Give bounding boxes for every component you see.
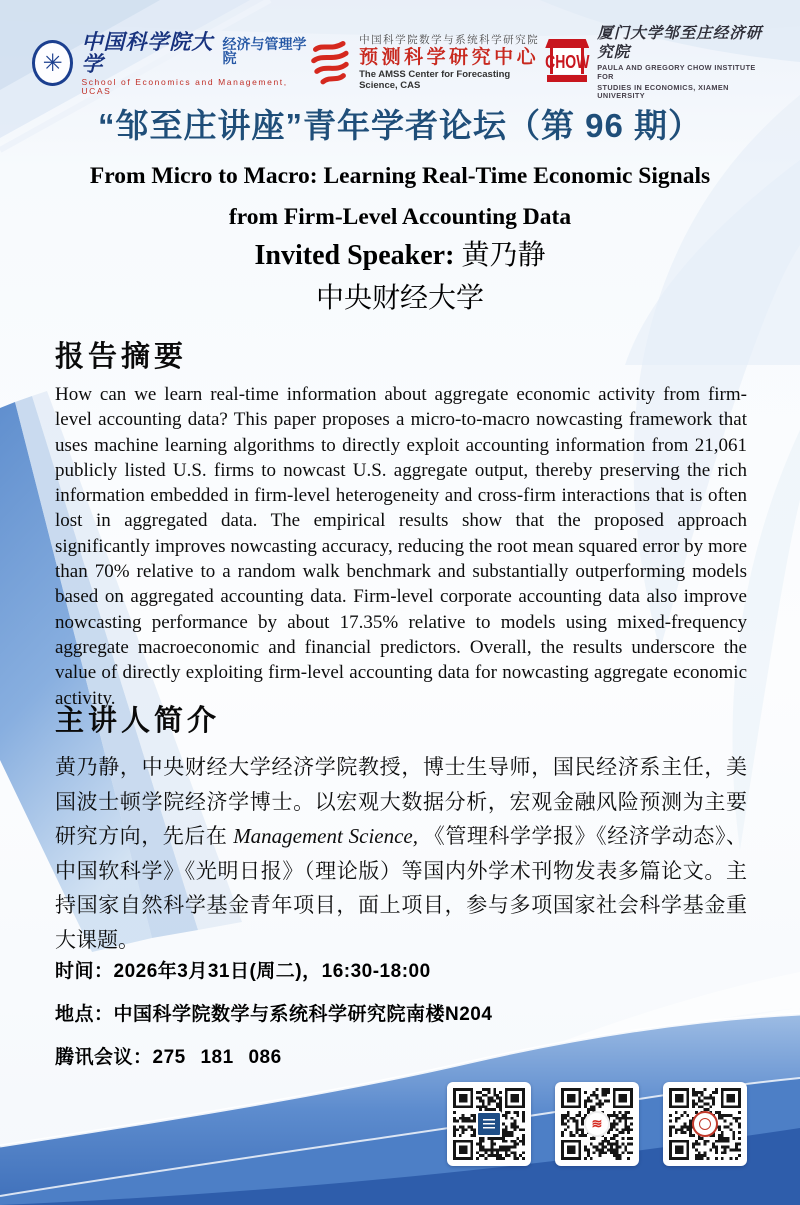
talk-title-line1: From Micro to Macro: Learning Real-Time Economic Signals [89,163,711,189]
chow-org-name-en-1: PAULA AND GREGORY CHOW INSTITUTE FOR [597,63,756,81]
qr-center-logo-blue [476,1111,502,1137]
amss-center-name: 预测科学研究中心 [359,47,540,69]
talk-title [0,156,800,238]
detail-meeting-label: 腾讯会议： [55,1047,153,1068]
detail-time-value: 2026年3月31日(周二)，16:30-18:00 [113,961,431,982]
detail-location-value: 中国科学院数学与系统科学研究院南楼N204 [113,1004,493,1025]
qr-code-ucas [447,1082,531,1166]
ucas-org-name-en: School of Economics and Management, UCAS [81,76,288,96]
qr-code-row [447,1082,747,1166]
detail-time-label: 时间： [55,961,114,982]
speaker-label: Invited Speaker: [254,240,455,271]
speaker-affiliation: 中央财经大学 [315,283,484,314]
bio-text [55,750,747,957]
qr-code-amss [555,1082,639,1166]
abstract-text: How can we learn real-time information about aggregate economic activity from firm-level accounting data? This paper proposes a micro-to-macro nowcasting framework that uses machine learning algorithms to directly exploit accounting information from 21,061 publicly listed U.S. firms to nowcast U.S. aggregate output, thereby preserving the rich information embedded in firm-level heterogeneity and cross-firm interactions that is often lost in aggregated data. The empirical results show that the proposed approach significantly improves nowcasting accuracy, reducing the root mean squared error by more than 70% relative to a random walk benchmark and substantially outperforming models based on aggregated accounting data. Firm-level corporate accounting data also improve nowcasting performance by about 17.35% relative to models using mixed-frequency aggregate macroeconomic and financial predictors. Overall, the results underscore the value of directly exploiting firm-level accounting data for nowcasting aggregate economic activity. [55,384,747,709]
ucas-org-name: 中国科学院大学 [81,29,214,76]
amss-center-name-en: The AMSS Center for Forecasting Science, CAS [359,69,511,91]
bio-text-part1: 黄乃静，中央财经大学经济学院教授，博士生导师，国民经济系主任，美国波士顿学院经济学博士。以宏观大数据分析，宏观金融风险预测为主要研究方向，先后在 [55,755,747,848]
speaker-name: 黄乃静 [461,240,546,271]
qr-center-logo-red-glyph: ≋ [584,1111,610,1137]
logo-chow-institute [545,24,768,101]
bio-heading: 主讲人简介 [55,705,221,737]
bio-text-part2: 《管理科学学报》《经济学动态》、中国软科学》《光明日报》（理论版）等国内外学术刊物发表多篇论文。主持国家自然科学基金青年项目，面上项目，参与多项国家社会科学基金重大课题。 [55,824,748,952]
chow-org-name: 厦门大学邹至庄经济研究院 [597,24,763,61]
logo-ucas-sem [32,30,309,96]
invited-speaker-line [0,233,800,273]
talk-title-line2: from Firm-Level Accounting Data [228,204,572,230]
event-details [55,956,755,1085]
detail-location [55,999,755,1026]
detail-location-label: 地点： [55,1004,114,1025]
chow-gate-icon: CHOW [545,39,589,87]
abstract-heading: 报告摘要 [55,341,188,373]
logo-amss-forecasting [309,30,545,96]
series-title: “邹至庄讲座”青年学者论坛（第 96 期） [97,107,703,144]
qr-center-logo-seal [692,1111,718,1137]
ucas-dept-name: 经济与管理学院 [222,37,307,68]
chow-org-name-en-2: STUDIES IN ECONOMICS, XIAMEN UNIVERSITY [597,82,729,101]
ucas-emblem-icon: ✳ [32,40,73,86]
qr-code-chow [663,1082,747,1166]
header-logo-row [0,24,800,101]
amss-wave-icon [309,40,351,86]
detail-time [55,956,755,983]
detail-meeting [55,1042,755,1069]
bio-journal-italic: Management Science, [233,824,418,848]
detail-meeting-value: 275 181 086 [152,1047,282,1068]
amss-institute-name: 中国科学院数学与系统科学研究院 [359,34,540,47]
